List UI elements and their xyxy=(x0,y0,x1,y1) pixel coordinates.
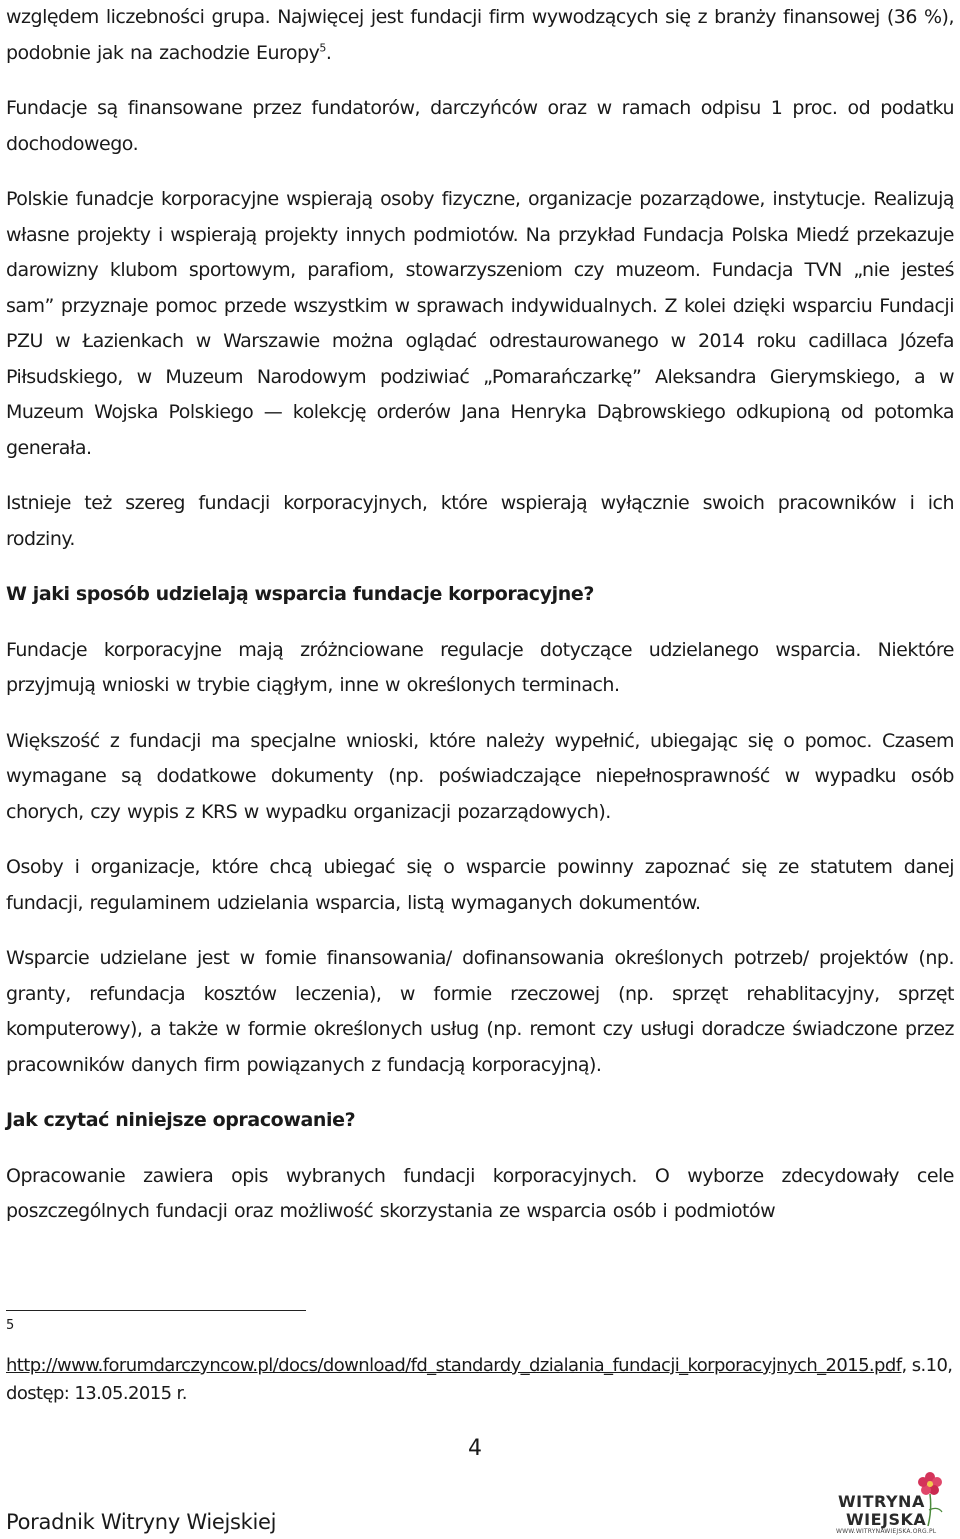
footnote-separator xyxy=(6,1310,306,1311)
footnote-text xyxy=(6,1352,954,1408)
paragraph-3: Polskie funadcje korporacyjne wspierają osoby fizyczne, organizacje pozarządowe, instytucje. Realizują własne projekty i wspierają projekty innych podmiotów. Na przykład Fundacja Polska Miedź przekazuje darowizny klubom sportowym, parafiom, stowarzyszeniom czy muzeom. Fundacja TVN „nie jesteś sam” przyznaje pomoc przede wszystkim w sprawach indywidualnych. Z kolei dzięki wsparciu Fundacji PZU w Łazienkach w Warszawie można oglądać odrestaurowanego w 2014 roku cadillaca Józefa Piłsudskiego, w Muzeum Narodowym podziwiać „Pomarańczarkę” Aleksandra Gierymskiego, a w Muzeum Wojska Polskiego — kolekcję orderów Jana Henryka Dąbrowskiego odkupioną od potomka generała. xyxy=(6,188,954,459)
footer-title: Poradnik Witryny Wiejskiej xyxy=(6,1510,277,1534)
paragraph-9: Opracowanie zawiera opis wybranych fundacji korporacyjnych. O wyborze zdecydowały cele poszczególnych fundacji oraz możliwość skorzystania ze wsparcia osób i podmiotów xyxy=(6,1164,954,1222)
paragraph-1-end: . xyxy=(325,41,332,64)
section-heading-2: Jak czytać niniejsze opracowanie? xyxy=(6,1109,356,1131)
paragraph-4: Istnieje też szereg fundacji korporacyjnych, które wspierają wyłącznie swoich pracowników i ich rodziny. xyxy=(6,492,954,550)
logo-url: WWW.WITRYNAWIEJSKA.ORG.PL xyxy=(836,1528,937,1535)
footnote-ref: 5 xyxy=(319,41,326,55)
section-heading-1: W jaki sposób udzielają wsparcia fundacje korporacyjne? xyxy=(6,583,594,605)
paragraph-1-text: względem liczebności grupa. Najwięcej jest fundacji firm wywodzących się z branży finansowej (36 %), podobnie jak na zachodzie Europy xyxy=(6,6,954,64)
logo-line-1: WITRYNA xyxy=(838,1492,925,1511)
footnote-rest: , s.10, dostęp: 13.05.2015 r. xyxy=(6,1355,953,1404)
paragraph-1 xyxy=(6,0,954,71)
witryna-wiejska-logo xyxy=(832,1470,952,1538)
paragraph-7: Osoby i organizacje, które chcą ubiegać się o wsparcie powinny zapoznać się ze statutem danej fundacji, regulaminem udzielania wsparcia, listą wymaganych dokumentów. xyxy=(6,856,954,914)
document-body xyxy=(6,0,954,1230)
paragraph-8: Wsparcie udzielane jest w fomie finansowania/ dofinansowania określonych potrzeb/ projektów (np. granty, refundacja kosztów leczenia), w formie rzeczowej (np. sprzęt rehablitacyjny, sprzęt komputerowy), a także w formie określonych usług (np. remont czy usługi doradcze świadczone przez pracowników danych firm powiązanych z fundacją korporacyjną). xyxy=(6,947,954,1076)
paragraph-5: Fundacje korporacyjne mają zróżnciowane regulacje dotyczące udzielanego wsparcia. Niektóre przyjmują wnioski w trybie ciągłym, inne w określonych terminach. xyxy=(6,638,954,696)
footnote-link[interactable]: http://www.forumdarczyncow.pl/docs/download/fd_standardy_dzialania_fundacji_korporacyjnych_2015.pdf xyxy=(6,1355,902,1376)
page-number: 4 xyxy=(468,1436,482,1461)
footnote-number: 5 xyxy=(6,1318,15,1333)
paragraph-6: Większość z fundacji ma specjalne wnioski, które należy wypełnić, ubiegając się o pomoc. Czasem wymagane są dodatkowe dokumenty (np. poświadczające niepełnosprawność w wypadku osób chorych, czy wypis z KRS w wypadku organizacji pozarządowych). xyxy=(6,729,954,823)
paragraph-2: Fundacje są finansowane przez fundatorów, darczyńców oraz w ramach odpisu 1 proc. od podatku dochodowego. xyxy=(6,97,954,155)
logo-line-2: WIEJSKA xyxy=(846,1510,927,1529)
